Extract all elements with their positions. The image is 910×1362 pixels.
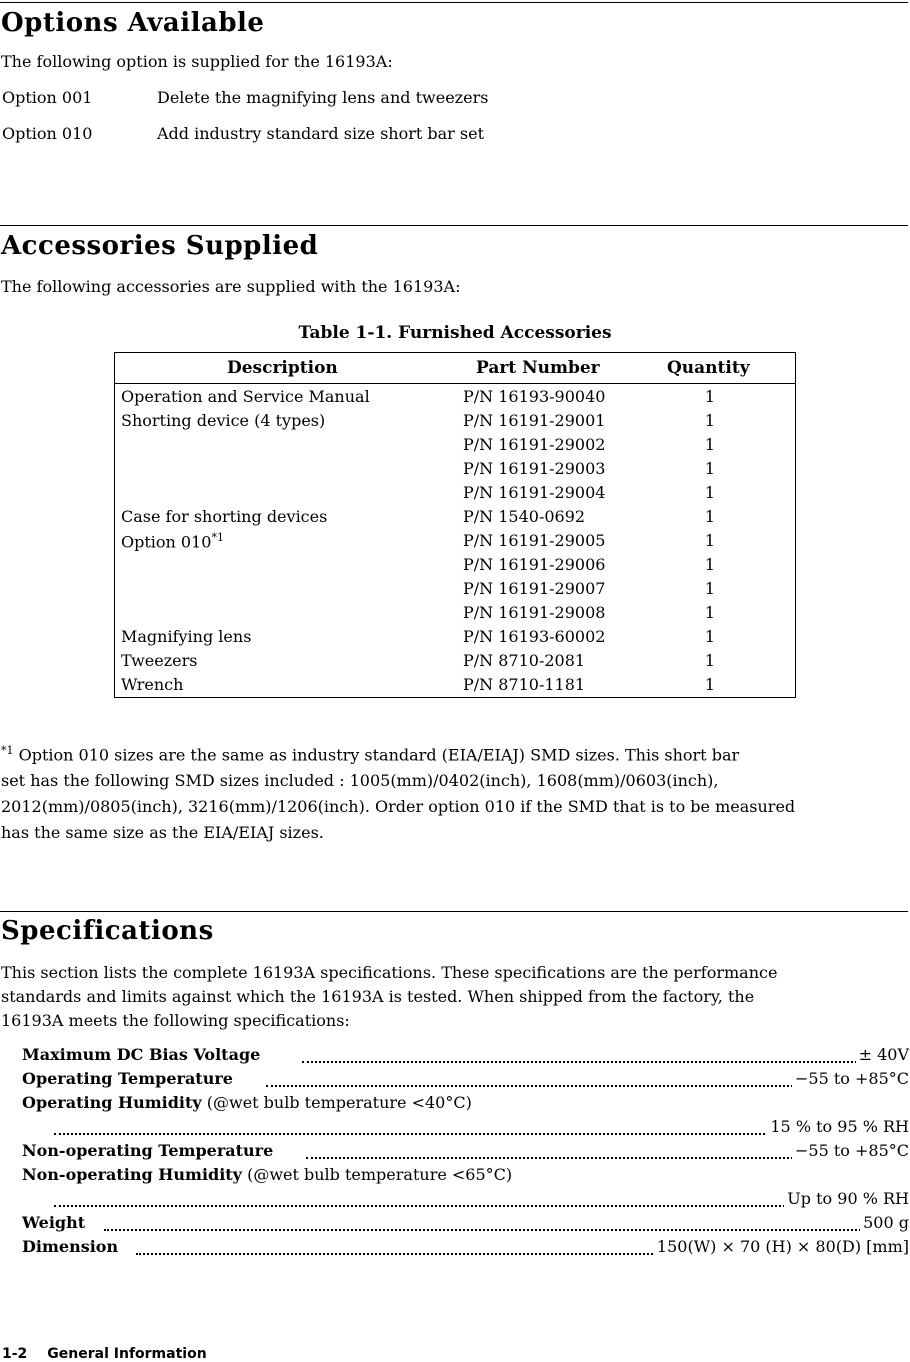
spec-label: Maximum DC Bias Voltage [22, 1045, 261, 1064]
spec-label: Dimension [22, 1237, 119, 1256]
spec-label: Operating Humidity [22, 1093, 202, 1112]
cell-description: Wrench [121, 675, 184, 694]
options-title: Options Available [1, 8, 265, 38]
table-row [115, 411, 795, 435]
cell-part: P/N 16191-29006 [463, 555, 606, 574]
top-rule [0, 2, 908, 3]
spec-label: Non-operating Humidity [22, 1165, 242, 1184]
spec-value: 150(W) × 70 (H) × 80(D) [mm] [654, 1237, 909, 1256]
option-code: Option 010 [2, 124, 93, 143]
col-header-description: Description [227, 358, 338, 378]
leader-dots [54, 1193, 909, 1207]
spec-value: 500 g [860, 1213, 909, 1232]
col-header-qty: Quantity [667, 358, 750, 378]
spec-row [22, 1213, 909, 1237]
cell-part: P/N 16193-90040 [463, 387, 606, 406]
footnote-line: 2012(mm)/0805(inch), 3216(mm)/1206(inch). Order option 010 if the SMD that is to be measured [1, 797, 796, 817]
table-row [115, 531, 795, 555]
cell-qty: 1 [704, 483, 716, 502]
cell-part: P/N 16191-29001 [463, 411, 606, 430]
footer-section: General Information [47, 1346, 207, 1362]
spec-row [22, 1069, 909, 1093]
table-caption: Table 1-1. Furnished Accessories [298, 323, 612, 343]
spec-label: Weight [22, 1213, 86, 1232]
cell-description: Operation and Service Manual [121, 387, 370, 406]
spec-row-continued [22, 1117, 909, 1141]
spec-note: (@wet bulb temperature <40°C) [201, 1093, 472, 1112]
cell-qty: 1 [704, 603, 716, 622]
cell-description: Tweezers [121, 651, 198, 670]
option-code: Option 001 [2, 88, 93, 107]
spec-row [22, 1141, 909, 1165]
cell-description: Shorting device (4 types) [121, 411, 326, 430]
leader-dots [302, 1049, 909, 1063]
spec-row [22, 1093, 909, 1117]
spec-row [22, 1237, 909, 1261]
cell-part: P/N 16191-29004 [463, 483, 606, 502]
specifications-intro: This section lists the complete 16193A specifications. These specifications are the performance standards and limits against which the 16193A is tested. When shipped from the factory, the 16193A meets the following specifications: [1, 963, 778, 1030]
cell-part: P/N 16191-29002 [463, 435, 606, 454]
spec-value: −55 to +85°C [792, 1141, 909, 1160]
cell-qty: 1 [704, 675, 716, 694]
col-header-part: Part Number [476, 358, 600, 378]
specifications-title: Specifications [1, 916, 214, 946]
accessories-title: Accessories Supplied [1, 231, 319, 261]
table-row [115, 483, 795, 507]
footnote-mark: *1 [1, 744, 14, 757]
table-row [115, 507, 795, 531]
cell-part: P/N 16191-29007 [463, 579, 606, 598]
cell-qty: 1 [704, 627, 716, 646]
cell-qty: 1 [704, 435, 716, 454]
cell-qty: 1 [704, 507, 716, 526]
section-rule [0, 911, 908, 912]
table-row [115, 651, 795, 675]
cell-part: P/N 1540-0692 [463, 507, 586, 526]
footnote-line: set has the following SMD sizes included : 1005(mm)/0402(inch), 1608(mm)/0603(inch), [1, 771, 719, 791]
spec-value: ± 40V [856, 1045, 909, 1064]
section-rule [0, 225, 908, 226]
spec-label: Operating Temperature [22, 1069, 233, 1088]
accessories-table [114, 352, 796, 698]
cell-qty: 1 [704, 555, 716, 574]
table-row [115, 555, 795, 579]
cell-qty: 1 [704, 411, 716, 430]
footnote-line: $^{*1}$ Option 010 sizes are the same as industry standard (EIA/EIAJ) SMD sizes. This short bar [1, 744, 740, 765]
spec-value: Up to 90 % RH [784, 1189, 909, 1208]
spec-note: (@wet bulb temperature <65°C) [241, 1165, 513, 1184]
footnote-ref: *1 [211, 531, 224, 544]
option-010-label: Option 010 [121, 532, 212, 552]
cell-part: P/N 16191-29005 [463, 531, 606, 550]
table-row [115, 459, 795, 483]
options-intro: The following option is supplied for the 16193A: [1, 52, 393, 71]
cell-part: P/N 16191-29008 [463, 603, 606, 622]
table-row [115, 603, 795, 627]
cell-part: P/N 16193-60002 [463, 627, 606, 646]
cell-description: Case for shorting devices [121, 507, 328, 526]
spec-value: 15 % to 95 % RH [767, 1117, 909, 1136]
footnote [1, 738, 795, 846]
footnote-line: has the same size as the EIA/EIAJ sizes. [1, 823, 324, 843]
cell-description [121, 531, 224, 551]
cell-qty: 1 [704, 651, 716, 670]
option-desc: Add industry standard size short bar set [157, 124, 484, 143]
page-footer [2, 1346, 227, 1362]
table-row [115, 627, 795, 651]
cell-qty: 1 [704, 387, 716, 406]
accessories-intro: The following accessories are supplied with the 16193A: [1, 277, 461, 296]
cell-qty: 1 [704, 579, 716, 598]
spec-label: Non-operating Temperature [22, 1141, 274, 1160]
table-row [115, 387, 795, 411]
page-number: 1-2 [2, 1346, 28, 1362]
spec-row [22, 1045, 909, 1069]
cell-qty: 1 [704, 459, 716, 478]
cell-qty: 1 [704, 531, 716, 550]
leader-dots [104, 1217, 909, 1231]
table-row [115, 579, 795, 603]
spec-row-continued [22, 1189, 909, 1213]
spec-value: −55 to +85°C [792, 1069, 909, 1088]
header-divider [115, 383, 795, 384]
cell-part: P/N 8710-1181 [463, 675, 586, 694]
cell-part: P/N 16191-29003 [463, 459, 606, 478]
table-row [115, 435, 795, 459]
table-row [115, 675, 795, 699]
cell-part: P/N 8710-2081 [463, 651, 586, 670]
spec-row [22, 1165, 909, 1189]
option-desc: Delete the magnifying lens and tweezers [157, 88, 489, 107]
cell-description: Magnifying lens [121, 627, 252, 646]
